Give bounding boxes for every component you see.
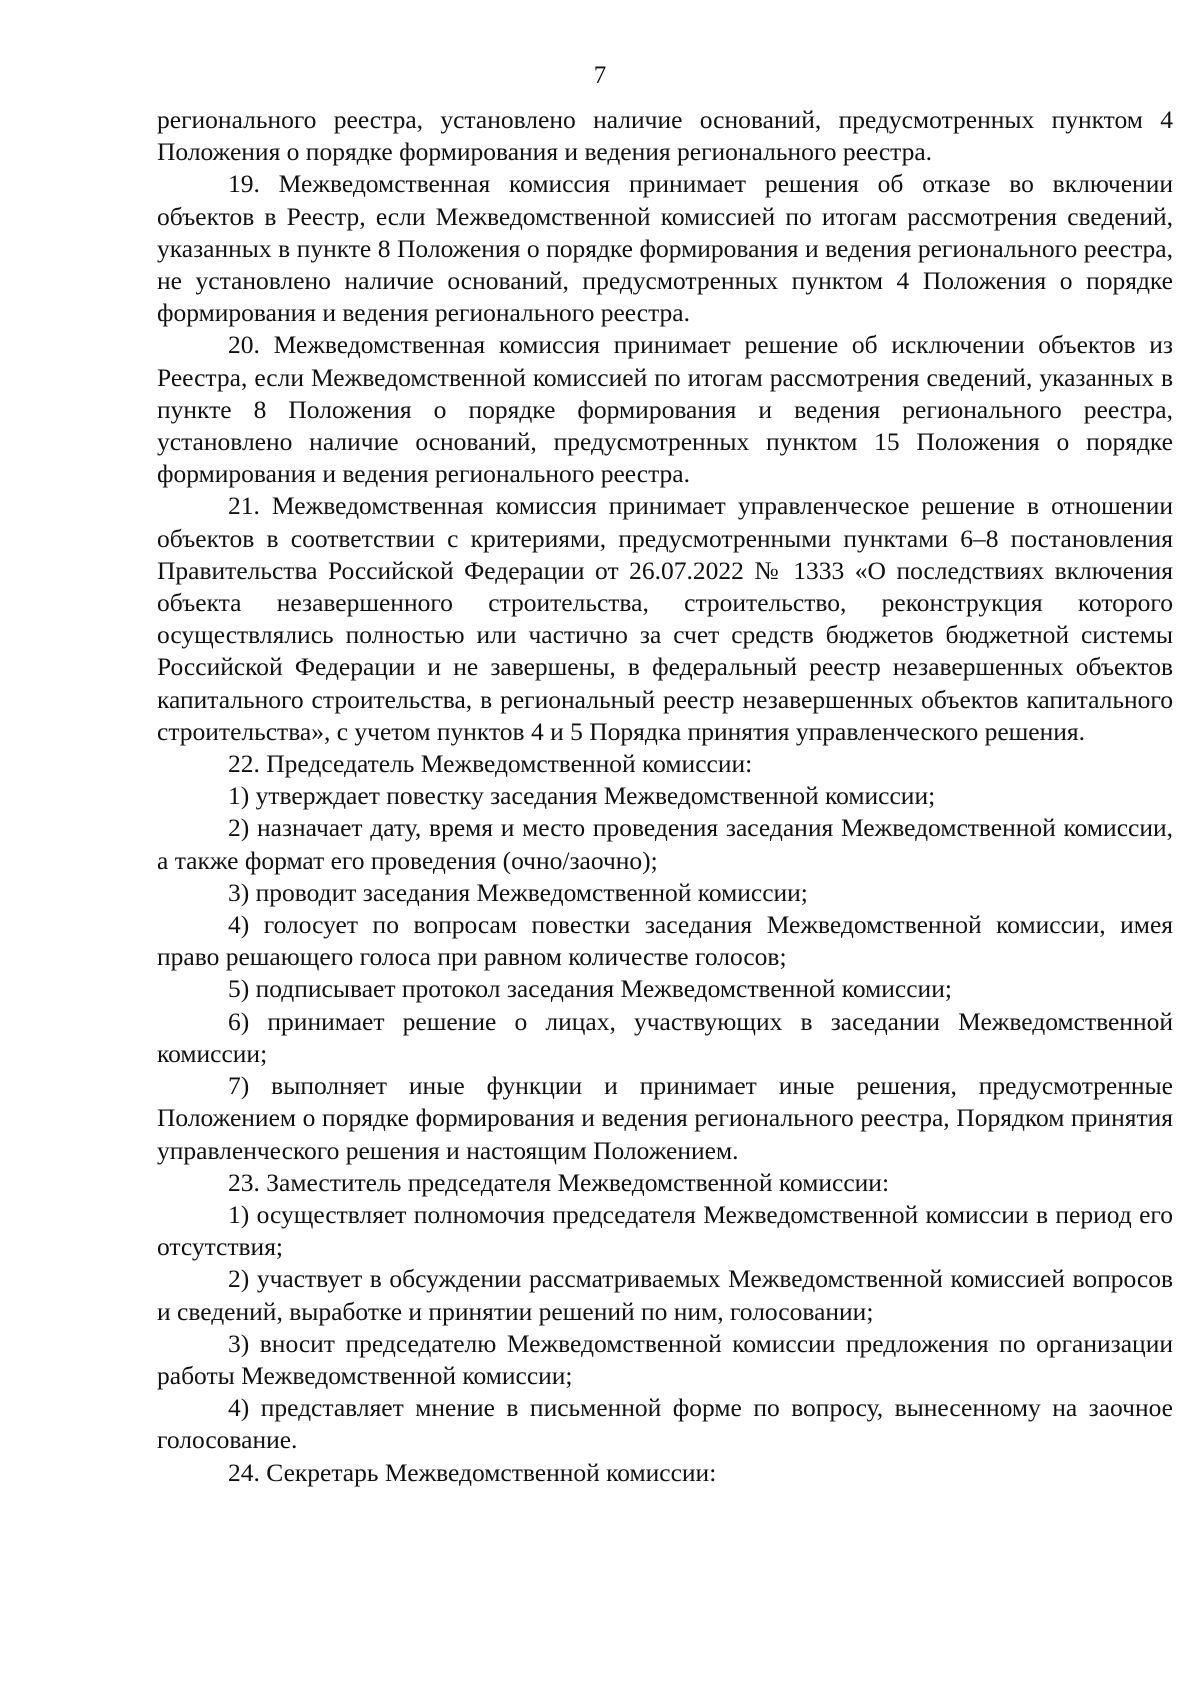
- list-item-23-1: 1) осуществляет полномочия председателя Межведомственной комиссии в период его отсутствия;: [157, 1199, 1173, 1262]
- list-item-23-4: 4) представляет мнение в письменной форме по вопросу, вынесенному на заочное голосование.: [157, 1393, 1173, 1455]
- paragraph-continuation: регионального реестра, установлено наличие оснований, предусмотренных пунктом 4 Положения о порядке формирования и ведения регионального реестра.: [157, 105, 1173, 167]
- list-item-22-5: 5) подписывает протокол заседания Межведомственной комиссии;: [228, 974, 952, 1004]
- paragraph-23-heading: 23. Заместитель председателя Межведомственной комиссии:: [228, 1167, 890, 1197]
- list-item-22-6: 6) принимает решение о лицах, участвующих в заседании Межведомственной комиссии;: [157, 1006, 1173, 1068]
- list-item-22-7: 7) выполняет иные функции и принимает иные решения, предусмотренные Положением о порядке формирования и ведения регионального реестра, Порядком принятия управленческого решения и настоящим Положением.: [157, 1071, 1173, 1165]
- document-body: [157, 104, 1173, 1489]
- page-number: 7: [593, 62, 607, 89]
- list-item-22-1: 1) утверждает повестку заседания Межведомственной комиссии;: [228, 781, 936, 811]
- list-item-23-3: 3) вносит председателю Межведомственной комиссии предложения по организации работы Межведомственной комиссии;: [157, 1328, 1173, 1390]
- list-item-22-4: 4) голосует по вопросам повестки заседания Межведомственной комиссии, имея право решающего голоса при равном количестве голосов;: [157, 910, 1173, 972]
- paragraph-20: 20. Межведомственная комиссия принимает решение об исключении объектов из Реестра, если Межведомственной комиссией по итогам рассмотрения сведений, указанных в пункте 8 Положения о порядке формирования и ведения регионального реестра, установлено наличие оснований, предусмотренных пунктом 15 Положения о порядке формирования и ведения регионального реестра.: [157, 330, 1173, 489]
- list-item-23-2: 2) участвует в обсуждении рассматриваемых Межведомственной комиссией вопросов и сведений, выработке и принятии решений по ним, голосовании;: [157, 1264, 1173, 1326]
- paragraph-22-heading: 22. Председатель Межведомственной комиссии:: [228, 749, 753, 779]
- paragraph-21: 21. Межведомственная комиссия принимает управленческое решение в отношении объектов в соответствии с критериями, предусмотренными пунктами 6–8 постановления Правительства Российской Федерации от 26.07.2022 № 1333 «О последствиях включения объекта незавершенного строительства, строительство, реконструкция которого осуществлялись полностью или частично за счет средств бюджетов бюджетной системы Российской Федерации и не завершены, в федеральный реестр незавершенных объектов капитального строительства, в региональный реестр незавершенных объектов капитального строительства», с учетом пунктов 4 и 5 Порядка принятия управленческого решения.: [157, 491, 1173, 746]
- list-item-22-2: 2) назначает дату, время и место проведения заседания Межведомственной комиссии, а также формат его проведения (очно/заочно);: [157, 813, 1173, 875]
- paragraph-24-heading: 24. Секретарь Межведомственной комиссии:: [228, 1457, 717, 1487]
- list-item-22-3: 3) проводит заседания Межведомственной комиссии;: [228, 877, 808, 907]
- paragraph-19: 19. Межведомственная комиссия принимает решения об отказе во включении объектов в Реестр, если Межведомственной комиссией по итогам рассмотрения сведений, указанных в пункте 8 Положения о порядке формирования и ведения регионального реестра, не установлено наличие оснований, предусмотренных пунктом 4 Положения о порядке формирования и ведения регионального реестра.: [157, 169, 1173, 328]
